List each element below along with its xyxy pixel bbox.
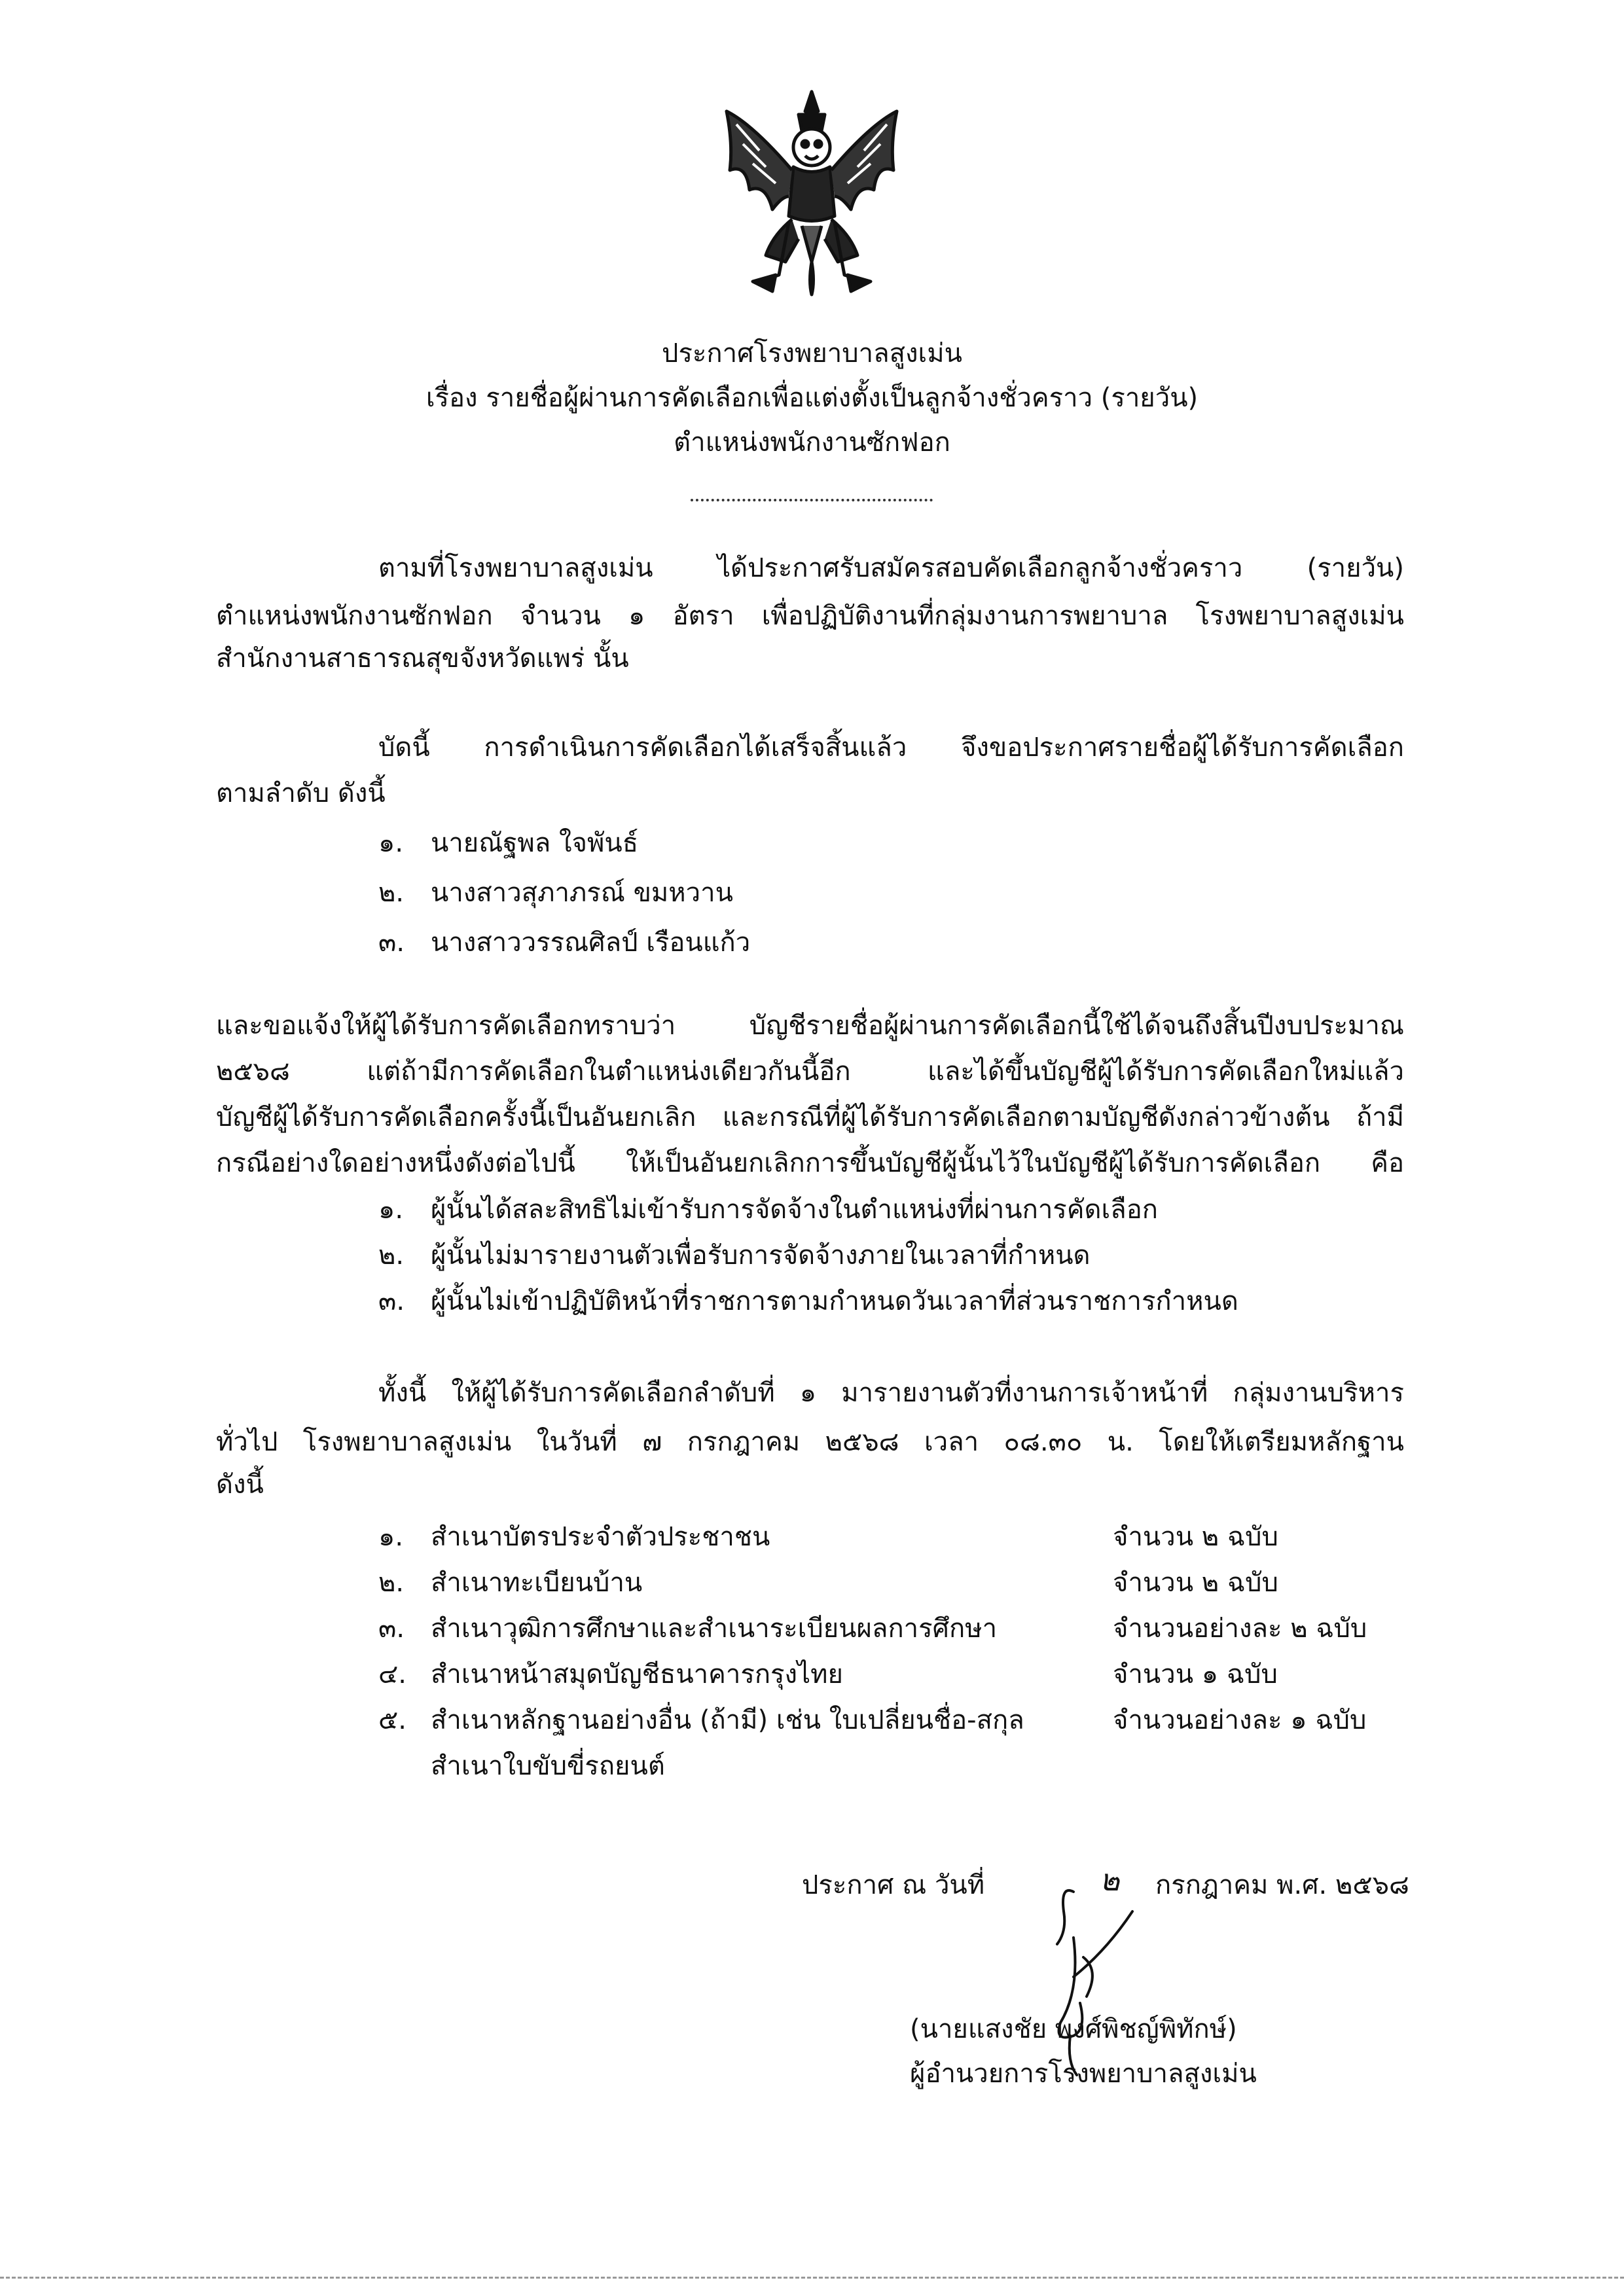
list-item (378, 1563, 642, 1602)
selected-name: นางสาววรรณศิลป์ เรือนแก้ว (431, 928, 751, 958)
list-item (378, 823, 638, 863)
announce-date-suffix: กรกฎาคม พ.ศ. ๒๕๖๘ (1155, 1870, 1409, 1900)
para1-line-3: สำนักงานสาธารณสุขจังหวัดแพร่ นั้น (216, 643, 629, 674)
list-item-number: ๑. (378, 828, 404, 858)
para3-line-1: และขอแจ้งให้ผู้ได้รับการคัดเลือกทราบว่า บัญชีรายชื่อผู้ผ่านการคัดเลือกนี้ใช้ได้จนถึงสิ้นปีงบประมาณ (216, 1011, 1404, 1041)
list-item (378, 1236, 1091, 1275)
document-text: สำเนาหลักฐานอย่างอื่น (ถ้ามี) เช่น ใบเปลี่ยนชื่อ-สกุล (431, 1705, 1024, 1735)
announce-date-prefix: ประกาศ ณ วันที่ (802, 1870, 985, 1900)
document-text: สำเนาบัตรประจำตัวประชาชน (431, 1522, 770, 1552)
list-item (378, 1282, 1238, 1321)
header-dotted-divider (691, 499, 933, 501)
list-item (378, 1190, 1158, 1229)
list-item (378, 1609, 997, 1648)
list-item-number: ๑. (378, 1195, 404, 1225)
para2-line-1: บัดนี้ การดำเนินการคัดเลือกได้เสร็จสิ้นแล้ว จึงขอประกาศรายชื่อผู้ได้รับการคัดเลือก (378, 732, 1404, 763)
document-text: สำเนาหน้าสมุดบัญชีธนาคารกรุงไทย (431, 1659, 843, 1690)
list-item-number: ๓. (378, 1614, 405, 1644)
signatory-name: (นายแสงชัย พงศ์พิชญ์พิทักษ์) (910, 2014, 1237, 2044)
announcement-subject: เรื่อง รายชื่อผู้ผ่านการคัดเลือกเพื่อแต่งตั้งเป็นลูกจ้างชั่วคราว (รายวัน) (425, 383, 1199, 413)
handwritten-signature (1034, 1872, 1165, 2082)
condition-text: ผู้นั้นไม่เข้าปฏิบัติหน้าที่ราชการตามกำหนดวันเวลาที่ส่วนราชการกำหนด (431, 1286, 1238, 1316)
para4-line-1: ทั้งนี้ ให้ผู้ได้รับการคัดเลือกลำดับที่ ๑ มารายงานตัวที่งานการเจ้าหน้าที่ กลุ่มงานบริหาร (378, 1378, 1404, 1408)
selected-name: นางสาวสุภาภรณ์ ขมหวาน (431, 878, 733, 908)
selected-name: นายณัฐพล ใจพันธ์ (431, 828, 639, 858)
para2-line-2: ตามลำดับ ดังนี้ (216, 778, 386, 808)
para3-line-3: บัญชีผู้ได้รับการคัดเลือกครั้งนี้เป็นอันยกเลิก และกรณีที่ผู้ได้รับการคัดเลือกตามบัญชีดังกล่าวข้างต้น ถ้ามี (216, 1102, 1404, 1132)
para3-line-4: กรณีอย่างใดอย่างหนึ่งดังต่อไปนี้ ให้เป็นอันยกเลิกการขึ้นบัญชีผู้นั้นไว้ในบัญชีผู้ได้รับการคัดเลือก คือ (216, 1148, 1404, 1178)
list-item-number: ๓. (378, 1286, 405, 1316)
garuda-emblem-icon (713, 85, 910, 301)
list-item (378, 1517, 770, 1557)
list-item-number: ๒. (378, 878, 405, 908)
para4-line-3: ดังนี้ (216, 1470, 264, 1500)
list-item (378, 873, 733, 913)
condition-text: ผู้นั้นได้สละสิทธิไม่เข้ารับการจัดจ้างในตำแหน่งที่ผ่านการคัดเลือก (431, 1195, 1158, 1225)
announcement-org-line: ประกาศโรงพยาบาลสูงเม่น (662, 338, 962, 369)
list-item-number: ๒. (378, 1568, 405, 1598)
document-qty: จำนวนอย่างละ ๒ ฉบับ (1113, 1614, 1367, 1644)
document-text: สำเนาทะเบียนบ้าน (431, 1568, 643, 1598)
document-qty: จำนวน ๒ ฉบับ (1113, 1522, 1278, 1552)
para1-line-2: ตำแหน่งพนักงานซักฟอก จำนวน ๑ อัตรา เพื่อปฏิบัติงานที่กลุ่มงานการพยาบาล โรงพยาบาลสูงเม่น (216, 601, 1404, 631)
condition-text: ผู้นั้นไม่มารายงานตัวเพื่อรับการจัดจ้างภายในเวลาที่กำหนด (431, 1240, 1091, 1271)
announcement-position: ตำแหน่งพนักงานซักฟอก (674, 427, 950, 458)
list-item (378, 1701, 1024, 1740)
list-item (378, 923, 750, 962)
announce-day-handwritten: ๒ (1100, 1862, 1120, 1898)
list-item-number: ๔. (378, 1659, 406, 1690)
list-item-number: ๓. (378, 928, 405, 958)
list-item-number: ๒. (378, 1240, 405, 1271)
document-continuation: สำเนาใบขับขี่รถยนต์ (431, 1751, 665, 1781)
scan-edge-line (0, 2277, 1624, 2279)
document-qty: จำนวน ๑ ฉบับ (1113, 1659, 1278, 1690)
document-qty: จำนวนอย่างละ ๑ ฉบับ (1113, 1705, 1367, 1735)
list-item-number: ๕. (378, 1705, 406, 1735)
document-qty: จำนวน ๒ ฉบับ (1113, 1568, 1278, 1598)
list-item-number: ๑. (378, 1522, 404, 1552)
para1-line-1: ตามที่โรงพยาบาลสูงเม่น ได้ประกาศรับสมัครสอบคัดเลือกลูกจ้างชั่วคราว (รายวัน) (378, 553, 1404, 583)
list-item (378, 1655, 843, 1694)
para3-line-2: ๒๕๖๘ แต่ถ้ามีการคัดเลือกในตำแหน่งเดียวกันนี้อีก และได้ขึ้นบัญชีผู้ได้รับการคัดเลือกใหม่แล้ว (216, 1057, 1404, 1087)
document-text: สำเนาวุฒิการศึกษาและสำเนาระเบียนผลการศึกษา (431, 1614, 998, 1644)
signatory-title: ผู้อำนวยการโรงพยาบาลสูงเม่น (910, 2059, 1257, 2089)
para4-line-2: ทั่วไป โรงพยาบาลสูงเม่น ในวันที่ ๗ กรกฎาคม ๒๕๖๘ เวลา ๐๘.๓๐ น. โดยให้เตรียมหลักฐาน (216, 1427, 1404, 1457)
